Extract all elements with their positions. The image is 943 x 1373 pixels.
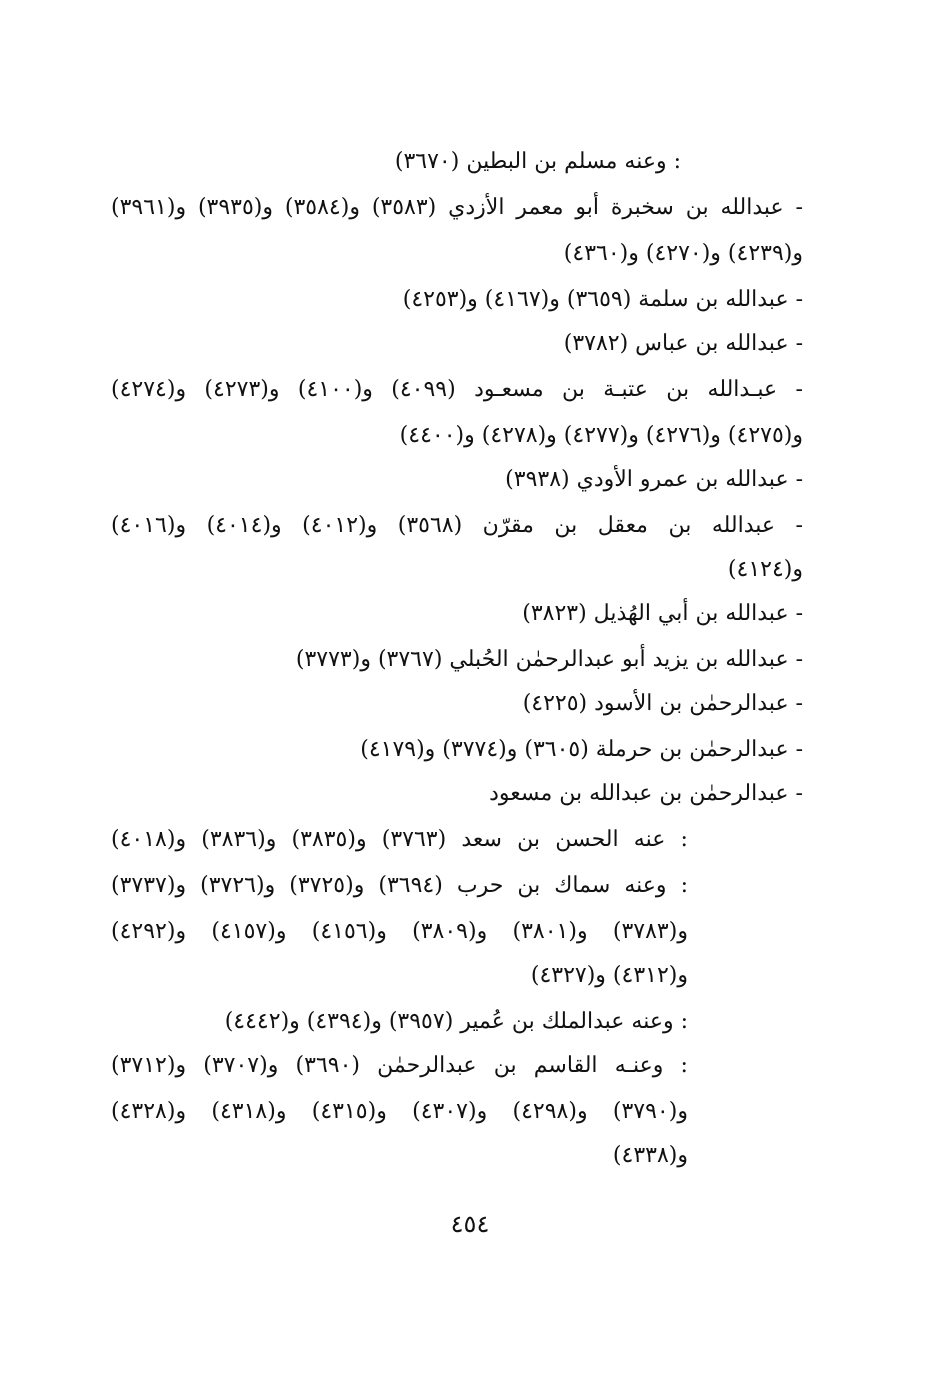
text-line: : وعنه سماك بن حرب (٣٦٩٤) و(٣٧٢٥) و(٣٧٢٦) و(٣٧٣٧) [111,873,688,898]
text-line: - عبدالرحمٰن بن الأسود (٤٢٢٥) [522,691,803,716]
text-line: - عبدالله بن معقل بن مقرّن (٣٥٦٨) و(٤٠١٢) و(٤٠١٤) و(٤٠١٦) [111,513,803,538]
text-line: و(٣٧٨٣) و(٣٨٠١) و(٣٨٠٩) و(٤١٥٦) و(٤١٥٧) و(٤٢٩٢) [111,919,688,944]
text-line: - عبـدالله بن عتبـة بن مسعـود (٤٠٩٩) و(٤١٠٠) و(٤٢٧٣) و(٤٢٧٤) [111,377,803,402]
text-line: : وعنه عبدالملك بن عُمير (٣٩٥٧) و(٤٣٩٤) و(٤٤٤٢) [224,1009,688,1034]
text-line: - عبدالرحمٰن بن عبدالله بن مسعود [489,781,803,806]
text-line: و(٤٢٧٥) و(٤٢٧٦) و(٤٢٧٧) و(٤٢٧٨) و(٤٤٠٠) [399,423,803,448]
text-line: و(٤٣١٢) و(٤٣٢٧) [530,963,688,988]
text-line: - عبدالله بن عمرو الأودي (٣٩٣٨) [505,467,803,492]
text-line: - عبدالرحمٰن بن حرملة (٣٦٠٥) و(٣٧٧٤) و(٤١٧٩) [360,737,803,762]
text-line: - عبدالله بن سلمة (٣٦٥٩) و(٤١٦٧) و(٤٢٥٣) [402,287,803,312]
text-line: و(٣٧٩٠) و(٤٢٩٨) و(٤٣٠٧) و(٤٣١٥) و(٤٣١٨) و(٤٣٢٨) [111,1099,688,1124]
text-line: : وعنـه القاسم بن عبدالرحمٰن (٣٦٩٠) و(٣٧٠٧) و(٣٧١٢) [111,1053,688,1078]
text-line: - عبدالله بن أبي الهُذيل (٣٨٢٣) [522,601,803,626]
text-line: : وعنه مسلم بن البطين (٣٦٧٠) [394,149,681,174]
text-line: و(٤١٢٤) [727,557,803,582]
text-line: و(٤٢٣٩) و(٤٢٧٠) و(٤٣٦٠) [563,241,803,266]
text-line: : عنه الحسن بن سعد (٣٧٦٣) و(٣٨٣٥) و(٣٨٣٦) و(٤٠١٨) [111,827,688,852]
page-number: ٤٥٤ [450,1210,490,1238]
text-line: و(٤٣٣٨) [612,1143,688,1168]
text-line: - عبدالله بن يزيد أبو عبدالرحمٰن الحُبلي (٣٧٦٧) و(٣٧٧٣) [295,647,803,672]
text-line: - عبدالله بن سخبرة أبو معمر الأزدي (٣٥٨٣) و(٣٥٨٤) و(٣٩٣٥) و(٣٩٦١) [111,195,803,220]
text-line: - عبدالله بن عباس (٣٧٨٢) [563,331,803,356]
